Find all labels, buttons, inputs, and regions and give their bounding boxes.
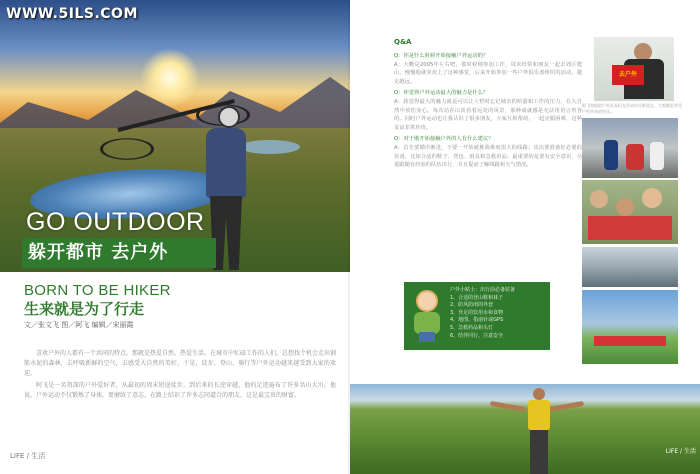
answer: A：大概是2005年左右吧，那时候刚参加工作，周末经常和朋友一起去郊区爬山，慢慢地就喜欢上了这种感觉，后来开始参加一些户外俱乐部组织的活动，越走越远。 (394, 61, 582, 85)
person (650, 142, 664, 170)
answer: A：我觉得最大的魅力就是可以让人暂时忘记城市的喧嚣和工作的压力，在大自然中放松身心。每次站在山顶看着远处的风景，那种成就感是无法用语言形容的。同时户外运动也让我认识了很多朋友，大家互相帮助，一起克服困难，这种友谊非常珍贵。 (394, 98, 582, 131)
tip-item: 4、地图、指南针或GPS (450, 317, 504, 324)
red-jackets (588, 216, 672, 240)
hiker-helmet (218, 106, 240, 128)
photo-caption: 阿飞和他的户外队友们在活动中合影留念，大家都很享受户外带来的快乐。 (582, 103, 682, 114)
question: Q：你觉得户外运动最大的魅力是什么？ (394, 90, 489, 97)
watermark: WWW.5ILS.COM (6, 6, 138, 22)
tip-item: 5、急救药品和头灯 (450, 324, 494, 331)
group-photo-field (582, 290, 678, 364)
question: Q：对于刚开始接触户外的人有什么建议？ (394, 136, 494, 143)
man-legs (530, 430, 548, 474)
qa-title: Q&A (394, 38, 412, 46)
headline-cn: 躲开都市 去户外 (22, 238, 216, 268)
man-figure (524, 388, 554, 474)
group-photo-crowd (582, 180, 678, 244)
paragraph: 阿飞是一名资深的户外爱好者，从最初的周末短途徒步，到后来的长途穿越，他的足迹遍布了许多名山大川。他说，户外运动不仅锻炼了身体，更磨练了意志，在路上结识了许多志同道合的朋友，这是最宝贵的财富。 (24, 381, 336, 399)
man-head (533, 388, 545, 400)
group-photo-rain (582, 247, 678, 287)
portrait-photo (594, 37, 674, 101)
tip-item: 3、充足的饮用水和食物 (450, 309, 504, 316)
group-banner (594, 336, 666, 346)
group-photo-city (582, 118, 678, 178)
cartoon-head (416, 290, 438, 312)
tip-item: 2、防风防雨的外套 (450, 302, 494, 309)
man-shirt (528, 400, 550, 430)
grassland-photo (350, 384, 700, 474)
face (590, 190, 608, 208)
folio: LIFE / 生活 (10, 452, 46, 460)
answer: A：首先要循序渐进，不要一开始就挑战难度很大的线路；其次要准备好必要的装备，比如合适的鞋子、背包、雨具和急救用品；最重要的是要有安全意识，尽量跟随有经验的队伍出行，并且提前了解线路和天气情况。 (394, 144, 582, 169)
person (626, 144, 644, 170)
tip-item: 1、合适的登山鞋和袜子 (450, 294, 504, 301)
hiker-body (206, 128, 246, 198)
cartoon-body (414, 312, 440, 334)
article-body (24, 349, 336, 402)
man-arm (490, 401, 526, 412)
byline: 文／张文飞 图／阿飞 编辑／宋丽霞 (24, 321, 134, 329)
headline-en: GO OUTDOOR (26, 208, 205, 236)
face (616, 198, 634, 216)
hiker-cartoon-icon (410, 290, 444, 342)
subhead-en: BORN TO BE HIKER (24, 282, 171, 299)
paragraph: 喜欢户外的人都有一个共同的特点，那就是热爱自然、热爱生活。在城市中忙碌工作的人们，总想找个机会走出钢筋水泥的森林，去呼吸新鲜的空气，去感受大自然的美好。于是，徒步、登山、骑行等户外运动越来越受到大家的欢迎。 (24, 350, 337, 378)
qa-column (394, 49, 582, 170)
right-page (350, 0, 700, 474)
person (604, 140, 618, 170)
tip-item: 6、结伴同行，注意安全 (450, 332, 504, 339)
cartoon-legs (419, 332, 435, 342)
red-flag: 去户外 (612, 65, 644, 85)
folio: LIFE / 生活 (665, 448, 696, 455)
tip-title: 户外小贴士：出行前必备装备 (450, 287, 516, 293)
tips-box (404, 282, 550, 350)
face (642, 188, 662, 208)
subhead-cn: 生来就是为了行走 (24, 300, 145, 318)
bike-wheel (100, 138, 154, 160)
question: Q：你是什么时候开始接触户外运动的？ (394, 53, 489, 59)
